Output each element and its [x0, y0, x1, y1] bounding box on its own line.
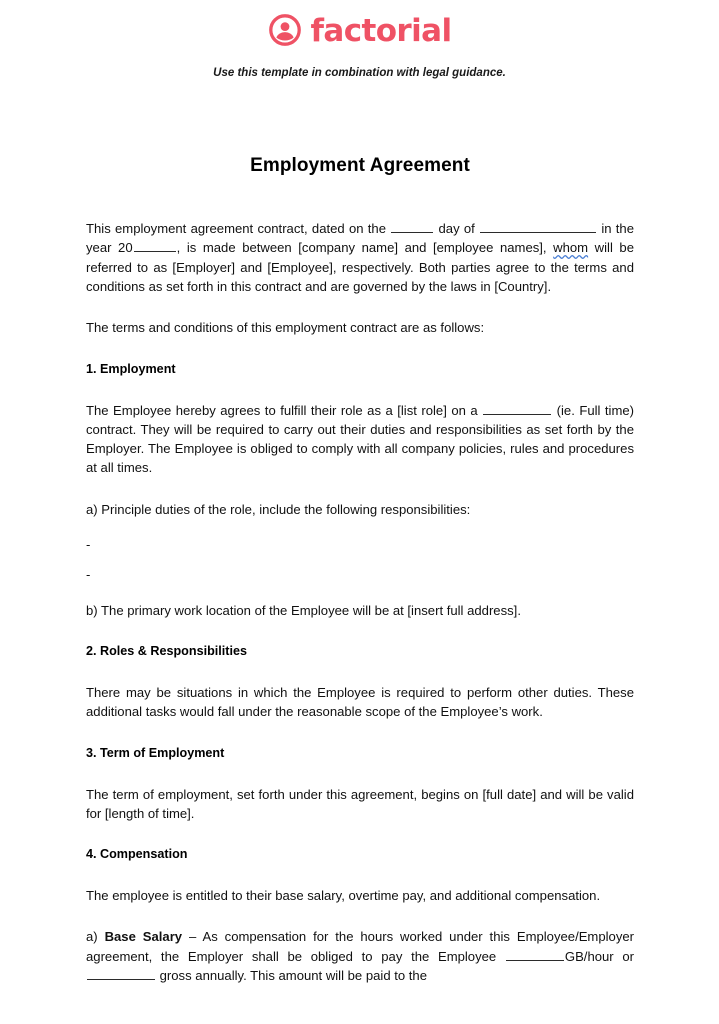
intro-text-3: in the year 20 — [86, 221, 634, 256]
intro-text-2: day of — [434, 221, 480, 237]
document-body — [0, 155, 719, 985]
base-salary-label: Base Salary — [104, 929, 183, 945]
list-item: - — [86, 537, 91, 553]
spellcheck-word: whom — [553, 240, 589, 256]
section-3-body: The term of employment, set forth under this agreement, begins on [full date] and will be valid for [length of time]. — [86, 786, 634, 821]
section-1-item-a: a) Principle duties of the role, include the following responsibilities: — [86, 501, 471, 517]
factorial-avatar-circle-icon — [268, 13, 302, 47]
lead-in-paragraph: The terms and conditions of this employment contract are as follows: — [86, 320, 485, 336]
section-heading-compensation: 4. Compensation — [86, 847, 188, 862]
section-4-item-a-prefix: a) — [86, 929, 105, 945]
intro-paragraph — [86, 219, 634, 296]
list-item: - — [86, 567, 91, 583]
section-1-text-1: The Employee hereby agrees to fulfill their role as a [list role] on a — [86, 402, 483, 418]
brand-header — [0, 0, 719, 49]
blank-annual-salary-field[interactable] — [87, 968, 155, 980]
blank-hourly-rate-field[interactable] — [506, 949, 564, 961]
section-4-body: The employee is entitled to their base salary, overtime pay, and additional compensation. — [86, 888, 601, 904]
section-heading-roles-responsibilities: 2. Roles & Responsibilities — [86, 643, 247, 658]
section-4-item-a-text-1: – As compensation for the hours worked under this Employee/Employer agreement, the Employer shall be obliged to pay the Employee — [86, 929, 635, 964]
intro-text-4: , is made between [company name] and [employee names], — [176, 240, 554, 256]
section-4-item-a-text-3: gross annually. This amount will be paid to the — [156, 968, 427, 984]
section-1-text-2: (ie. Full time) contract. They will be required to carry out their duties and responsibilities as set forth by the Employer. The Employee is obliged to comply with all company policies, rules and procedures at all times. — [86, 402, 634, 476]
blank-year-field[interactable] — [134, 240, 176, 252]
intro-text-5: will be referred to as [Employer] and [Employee], respectively. Both parties agree to the terms and conditions as set forth in this contract and are governed by the laws in [Country]. — [86, 240, 634, 294]
section-1-item-b: b) The primary work location of the Employee will be at [insert full address]. — [86, 602, 521, 618]
blank-day-field[interactable] — [391, 221, 433, 233]
section-heading-term-of-employment: 3. Term of Employment — [86, 745, 225, 760]
section-2-body: There may be situations in which the Employee is required to perform other duties. These additional tasks would fall under the reasonable scope of the Employee’s work. — [86, 684, 634, 720]
section-4-item-a — [86, 927, 634, 985]
blank-month-field[interactable] — [480, 221, 596, 233]
page-title: Employment Agreement — [250, 155, 470, 177]
intro-text-1: This employment agreement contract, dated on the — [86, 221, 391, 237]
section-1-body — [86, 401, 634, 478]
template-tagline: Use this template in combination with legal guidance. — [213, 67, 506, 79]
brand-wordmark: factorial — [310, 12, 452, 49]
section-4-item-a-text-2: GB/hour or — [564, 948, 634, 964]
section-heading-employment: 1. Employment — [86, 361, 176, 376]
blank-contract-type-field[interactable] — [483, 403, 551, 415]
